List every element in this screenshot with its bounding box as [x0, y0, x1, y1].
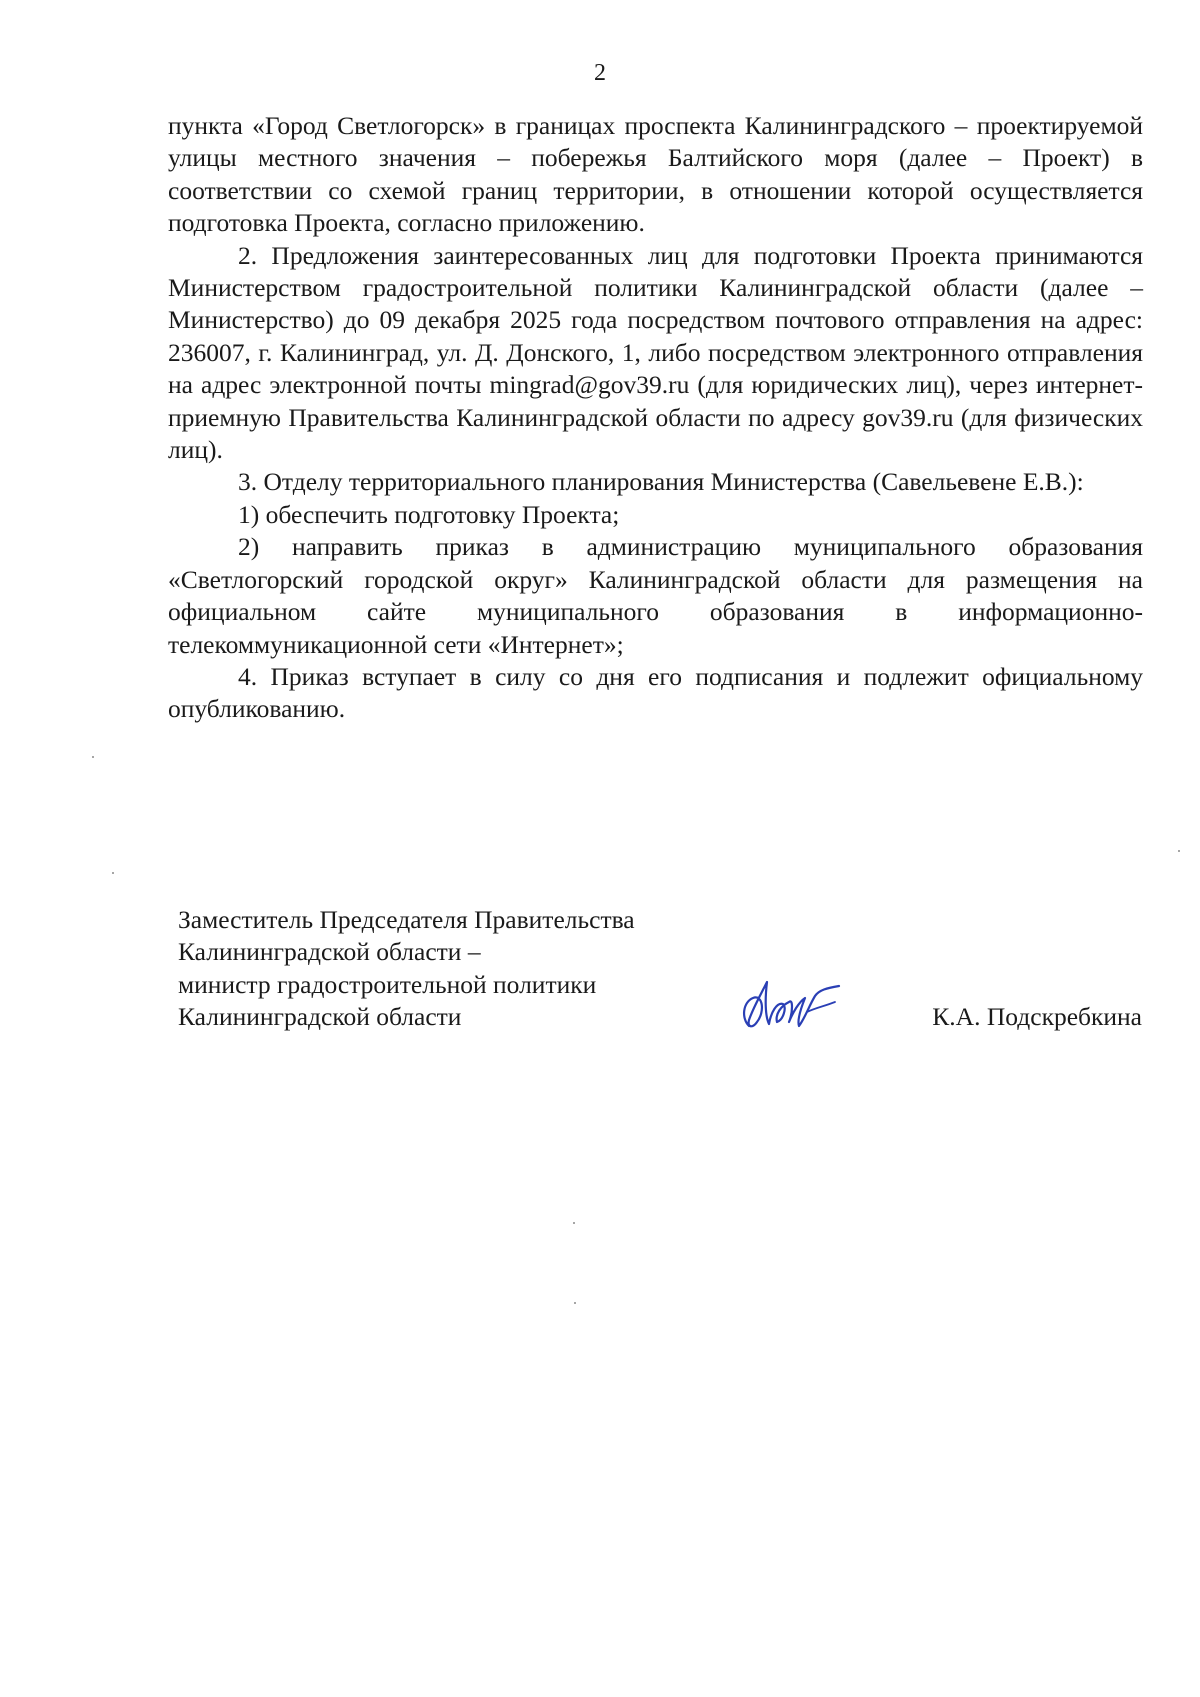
signatory-name: К.А. Подскребкина: [932, 1002, 1142, 1031]
paragraph-item-4: 4. Приказ вступает в силу со дня его подписания и подлежит официальному опубликованию.: [168, 661, 1143, 724]
position-line: Калининградской области: [178, 1002, 462, 1032]
scan-speck: [574, 1302, 576, 1304]
position-line: министр градостроительной политики: [178, 969, 597, 999]
paragraph-item-3: 3. Отделу территориального планирования Министерства (Савельевене Е.В.):: [238, 467, 1084, 497]
paragraph-subitem-2: 2) направить приказ в администрацию муниципального образования «Светлогорский городской округ» Калининградской области для размещения на официальном сайте муниципального образования в информационно-телекоммуникационной сети «Интернет»;: [168, 532, 1143, 659]
scan-speck: [112, 872, 114, 874]
page-number: 2: [594, 60, 606, 86]
position-line: Калининградской области –: [178, 937, 481, 967]
paragraph-continuation: пункта «Город Светлогорск» в границах проспекта Калининградского – проектируемой улицы местного значения – побережья Балтийского моря (далее – Проект) в соответствии со схемой границ территории, в отношении которой осуществляется подготовка Проекта, согласно приложению.: [168, 111, 1143, 238]
handwritten-signature: [735, 968, 845, 1040]
document-body: [168, 110, 1143, 726]
signature-stroke: [744, 982, 839, 1026]
paragraph-item-2: 2. Предложения заинтересованных лиц для подготовки Проекта принимаются Министерством градостроительной политики Калининградской области (далее – Министерство) до 09 декабря 2025 года посредством почтового отправления на адрес: 236007, г. Калининград, ул. Д. Донского, 1, либо посредством электронного отправления на адрес электронной почты mingrad@gov39.ru (для юридических лиц), через интернет-приемную Правительства Калининградской области по адресу gov39.ru (для физических лиц).: [168, 240, 1143, 465]
scan-speck: [92, 756, 94, 758]
scan-speck: [1178, 850, 1180, 852]
position-line: Заместитель Председателя Правительства: [178, 905, 635, 934]
paragraph-subitem-1: 1) обеспечить подготовку Проекта;: [238, 499, 620, 529]
signatory-position: [178, 904, 635, 1034]
scan-speck: [573, 1222, 575, 1224]
